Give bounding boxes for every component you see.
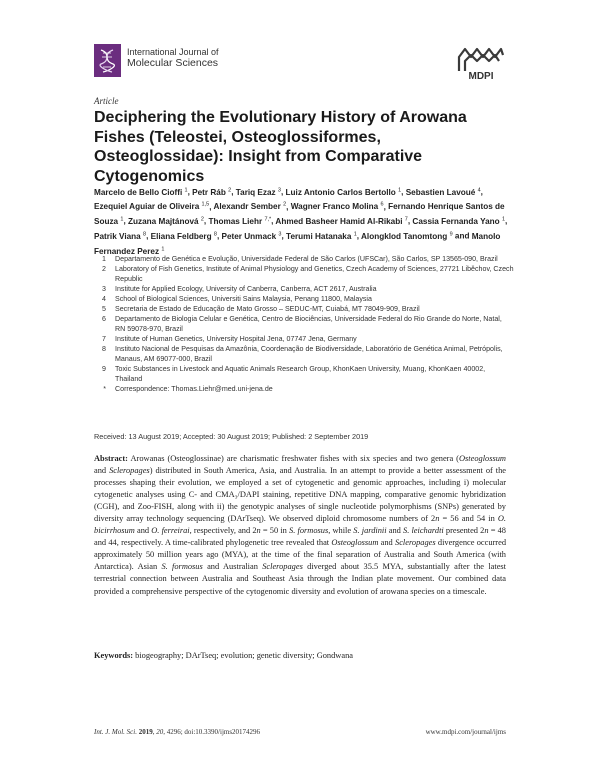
author-affiliation-mark: 8 [213, 231, 217, 238]
author [192, 188, 231, 197]
author [361, 232, 453, 241]
author-affiliation-mark: 4 [477, 187, 481, 193]
author-name: Ahmed Basheer Hamid Al-Rikabi [275, 217, 403, 227]
keywords-text: biogeography; DArTseq; evolution; genetic diversity; Gondwana [133, 651, 353, 660]
affiliation-text: Institute of Human Genetics, University Hospital Jena, 07747 Jena, Germany [115, 335, 357, 343]
affiliation [94, 334, 514, 344]
author-list: Marcelo de Bello Cioffi $^1$, Petr Ráb $^2$, Tariq Ezaz $^3$, Luiz Antonio Carlos Bertollo $^1$, Sebastien Lavoué $^4$, Ezequiel Aguiar de Oliveira $^{1,5}$, Alexandr Sember $^2$, Wagner Franco Molina $^6$, Fernando Henrique Santos de Souza $^1$, Zuzana Majtánová $^2$, Thomas Liehr $^{7,*}$, Ahmed Basheer Hamid Al-Rikabi $^7$, Cassia Fernanda Yano $^1$, Patrik Viana $^8$, Eliana Feldberg $^8$, Peter Unmack $^3$, Terumi Hatanaka $^1$, Alongklod Tanomtong $^9$ and Manolo Fernandez Perez $^1$ [94, 187, 508, 256]
affiliation-text: Secretaria de Estado de Educação de Mato Grosso – SEDUC-MT, Cuiabá, MT 78049-909, Brazil [115, 305, 420, 313]
author [286, 232, 357, 241]
affiliation [94, 254, 514, 264]
journal-name-line2: Molecular Sciences [127, 57, 219, 69]
abstract-symbol: n [256, 526, 261, 536]
abstract-symbol: n [435, 514, 440, 524]
citation-doi: , 4296; doi:10.3390/ijms20174296 [163, 728, 261, 736]
affiliation-text: Departamento de Biologia Celular e Genética, Centro de Biociências, Universidade Federal do Rio Grande do Norte, Natal, RN 59078-970, Brazil [115, 315, 502, 333]
footer-citation: Int. J. Mol. Sci. 2019, 20, 4296; doi:10.3390/ijms20174296 [94, 728, 261, 736]
author-affiliation-mark: 1 [161, 245, 165, 252]
affiliation-list [94, 254, 514, 394]
affiliation-text: Instituto Nacional de Pesquisas da Amazônia, Coordenação de Biodiversidade, Laboratório de Genética Animal, Petrópolis, Manaus, AM 69077-000, Brazil [115, 345, 503, 363]
author-name: Cassia Fernanda Yano [412, 217, 500, 227]
abstract-text: and [386, 526, 404, 536]
author-affiliation-mark: 3 [278, 231, 282, 238]
affiliation-text: Laboratory of Fish Genetics, Institute of Animal Physiology and Genetics, Czech Academy of Sciences, 27721 Liběchov, Czech Republic [115, 265, 514, 283]
author [208, 217, 271, 226]
citation-journal: Int. J. Mol. Sci. [94, 728, 137, 736]
author-affiliation-mark: 2 [283, 201, 287, 208]
author [213, 202, 286, 211]
affiliation [94, 344, 514, 364]
affiliation-text: Departamento de Genética e Evolução, Universidade Federal de São Carlos (UFSCar), São Carlos, SP 13565-090, Brazil [115, 255, 498, 263]
author-name: Fernando Henrique Santos de Souza [94, 202, 505, 227]
affiliation [94, 284, 514, 294]
publisher-name: MDPI [468, 71, 494, 82]
affiliation-number: 7 [102, 335, 106, 343]
author [94, 202, 209, 211]
affiliation [94, 264, 514, 284]
author-name: Zuzana Majtánová [128, 217, 199, 227]
affiliation-number: 5 [102, 305, 106, 313]
affiliation-number: 8 [102, 345, 106, 353]
abstract-genus: Osteoglossum [331, 538, 379, 548]
abstract-text: = 56 and 54 in [439, 514, 498, 524]
abstract-genus: Scleropages [395, 538, 436, 548]
abstract-text: and [134, 526, 152, 536]
keywords-label: Keywords: [94, 651, 134, 660]
abstract-text: ) distributed in South America, Asia, and Australia. In an attempt to provide a better assessment of the processes shaping their evolution, we employed a set of cytogenetic and genomic approaches, including i) molecular cytogenetic analyses using C- and CMA₃/DAPI staining, repetitive DNA mapping, comparative genomic hybridization (CGH), and Zoo-FISH, along with ii) the genotypic analyses of single nucleotide polymorphisms (SNPs) generated by diversity array technology sequencing (DArTseq). We observed diploid chromosome numbers of 2 [94, 466, 506, 524]
author-name: Terumi Hatanaka [286, 231, 352, 241]
abstract-text: = 48 and 44, respectively. A time-calibrated phylogenetic tree revealed that [94, 526, 506, 548]
abstract-text: diverged about 35.5 MYA, substantially after the latest terrestrial connection between Australia and Southeast Asia through the Indian plate movement. Our combined data provided a comprehensive perspective of the cytogenomic diversity and evolution of arowana species on a timescale. [94, 562, 507, 596]
mdpi-logo-icon [455, 43, 507, 73]
author-name: Alongklod Tanomtong [361, 231, 448, 241]
publication-dates: Received: 13 August 2019; Accepted: 30 August 2019; Published: 2 September 2019 [94, 432, 369, 441]
article-type: Article [94, 96, 119, 106]
author [286, 188, 402, 197]
affiliation-number: 9 [102, 365, 106, 373]
author-affiliation-mark: 3 [277, 187, 281, 193]
author-affiliation-mark: 1 [120, 216, 124, 223]
abstract-text: , respectively, and 2 [189, 526, 257, 536]
affiliation-text: Correspondence: Thomas.Liehr@med.uni-jena.de [115, 385, 273, 393]
abstract-genus: Osteoglossum [458, 454, 506, 463]
abstract-text: and [94, 466, 110, 476]
affiliation [94, 304, 514, 314]
author-affiliation-mark: 9 [449, 231, 453, 238]
abstract-species: S. jardinii [353, 526, 387, 536]
affiliation-number: 6 [102, 315, 106, 323]
author-name: Luiz Antonio Carlos Bertollo [285, 187, 396, 197]
affiliation-number: 4 [102, 295, 106, 303]
abstract-text: divergence occurred approximately 50 million years ago (MYA), at the time of the final separation of Australia and South America (with Antarctica). Asian [94, 538, 507, 572]
abstract-label: Abstract: [94, 454, 128, 463]
author-affiliation-mark: 8 [143, 231, 147, 238]
author [236, 188, 281, 197]
author-name: Marcelo de Bello Cioffi [94, 187, 183, 197]
affiliation-number: * [103, 385, 106, 393]
author-affiliation-mark: 7 [404, 216, 408, 223]
author [151, 232, 217, 241]
author [406, 188, 481, 197]
abstract-text: , while [328, 526, 354, 536]
citation-year: 2019 [138, 728, 153, 736]
footer-url[interactable]: www.mdpi.com/journal/ijms [425, 728, 506, 736]
author-name: Manolo Fernandez Perez [94, 231, 501, 256]
affiliation-text: Toxic Substances in Livestock and Aquatic Animals Research Group, KhonKaen University, Muang, KhonKaen 40002, Thailand [115, 365, 486, 383]
author [275, 217, 407, 226]
author [94, 188, 188, 197]
affiliation-number: 1 [102, 255, 106, 263]
citation-volume: 20 [156, 728, 164, 736]
abstract-text: Arowanas (Osteoglossinae) are charismatic freshwater fishes with six species and two genera ( [130, 454, 459, 463]
author-name: Patrik Viana [94, 231, 141, 241]
abstract [94, 453, 506, 598]
author-affiliation-mark: 2 [200, 216, 204, 223]
author-affiliation-mark: 1 [184, 187, 188, 193]
keywords [94, 650, 506, 662]
affiliation-text: Institute for Applied Ecology, University of Canberra, Canberra, ACT 2617, Australia [115, 285, 377, 293]
author-affiliation-mark: 2 [228, 187, 232, 193]
abstract-text: presented 2 [443, 526, 485, 536]
abstract-species: S. formosus [289, 526, 329, 536]
author [291, 202, 384, 211]
abstract-text: and [378, 538, 395, 548]
author-name: Petr Ráb [192, 187, 226, 197]
affiliation-text: School of Biological Sciences, Universiti Sains Malaysia, Penang 11800, Malaysia [115, 295, 372, 303]
author-affiliation-mark: 1 [353, 231, 357, 238]
author-affiliation-mark: 1 [501, 216, 505, 223]
journal-name [127, 47, 219, 69]
abstract-species: S. formosus [161, 562, 203, 572]
affiliation [94, 364, 514, 384]
author-name: Peter Unmack [221, 231, 277, 241]
abstract-species: O. ferreirai [151, 526, 190, 536]
affiliation-number: 2 [102, 265, 106, 273]
affiliation-number: 3 [102, 285, 106, 293]
abstract-genus: Scleropages [109, 466, 150, 476]
author-affiliation-mark: 1,5 [201, 201, 210, 208]
abstract-text: and Australian [202, 562, 263, 572]
author [94, 232, 146, 241]
author-affiliation-mark: 7,* [264, 216, 272, 223]
affiliation [94, 314, 514, 334]
author-affiliation-mark: 1 [398, 187, 402, 193]
affiliation [94, 294, 514, 304]
abstract-species: S. leichardti [403, 526, 444, 536]
journal-name-line1: International Journal of [127, 47, 219, 57]
author-name: Eliana Feldberg [150, 231, 212, 241]
author-name: Alexandr Sember [213, 202, 281, 212]
journal-logo-icon [94, 44, 121, 77]
author [222, 232, 282, 241]
abstract-genus: Scleropages [262, 562, 303, 572]
author-name: Thomas Liehr [208, 217, 263, 227]
abstract-symbol: n [484, 526, 489, 536]
author-affiliation-mark: 6 [380, 201, 384, 208]
article-title: Deciphering the Evolutionary History of Arowana Fishes (Teleostei, Osteoglossiformes, Osteoglossidae): Insight from Comparative Cytogenomics [94, 109, 467, 185]
author-name: Sebastien Lavoué [405, 187, 476, 197]
author-name: Wagner Franco Molina [290, 202, 379, 212]
abstract-species: O. bicirrhosum [94, 514, 506, 536]
author-name: Tariq Ezaz [235, 187, 276, 197]
author-name: Ezequiel Aguiar de Oliveira [94, 202, 200, 212]
author [128, 217, 204, 226]
affiliation [94, 384, 514, 394]
author [412, 217, 505, 226]
abstract-text: = 50 in [260, 526, 290, 536]
